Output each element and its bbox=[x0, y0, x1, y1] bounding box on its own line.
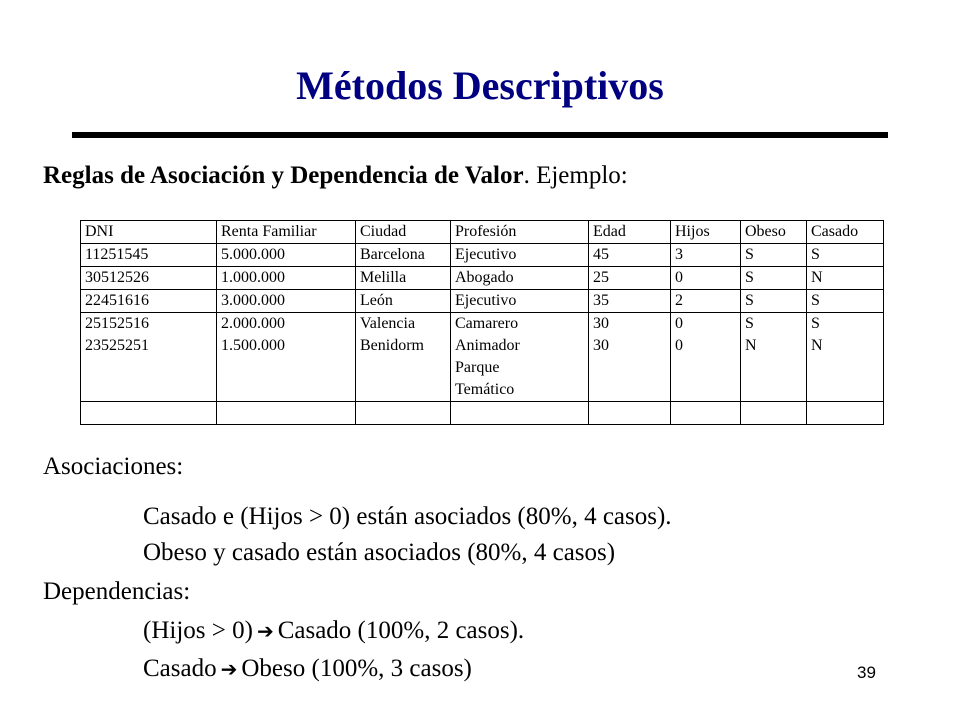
table-cell: Ejecutivo bbox=[451, 290, 589, 313]
table-cell: León bbox=[356, 290, 451, 313]
cell-line: Temático bbox=[455, 381, 515, 398]
cell-line: S bbox=[811, 315, 820, 332]
table-cell bbox=[356, 313, 451, 402]
table-row bbox=[81, 244, 884, 267]
table-cell: 3.000.000 bbox=[217, 290, 356, 313]
table-cell bbox=[671, 402, 741, 425]
cell-line: 0 bbox=[675, 337, 683, 354]
header-cell: Edad bbox=[589, 221, 671, 244]
header-cell: Renta Familiar bbox=[217, 221, 356, 244]
data-table bbox=[80, 220, 884, 425]
table-cell bbox=[807, 402, 884, 425]
dependency-item bbox=[143, 655, 472, 683]
cell-line: Parque bbox=[455, 359, 500, 376]
table-cell bbox=[741, 313, 807, 402]
table-cell: S bbox=[807, 244, 884, 267]
table-cell: S bbox=[807, 290, 884, 313]
cell-line: 23525251 bbox=[85, 337, 149, 354]
header-cell: Casado bbox=[807, 221, 884, 244]
table-cell: 45 bbox=[589, 244, 671, 267]
table-cell: Barcelona bbox=[356, 244, 451, 267]
dependency-item bbox=[143, 617, 524, 645]
table-cell bbox=[807, 313, 884, 402]
subtitle-rest: . Ejemplo: bbox=[523, 162, 628, 189]
table-cell: Melilla bbox=[356, 267, 451, 290]
association-item: Casado e (Hijos > 0) están asociados (80%, 4 casos). bbox=[143, 503, 672, 530]
table-cell bbox=[451, 313, 589, 402]
cell-line: N bbox=[745, 337, 757, 354]
association-item: Obeso y casado están asociados (80%, 4 casos) bbox=[143, 539, 616, 566]
table-cell: 0 bbox=[671, 267, 741, 290]
table-cell bbox=[217, 313, 356, 402]
dependency-right: Obeso (100%, 3 casos) bbox=[241, 655, 472, 682]
table-cell: 5.000.000 bbox=[217, 244, 356, 267]
table-cell: Abogado bbox=[451, 267, 589, 290]
right-arrow-icon: ➔ bbox=[256, 619, 274, 643]
right-arrow-icon: ➔ bbox=[220, 657, 238, 681]
dependency-left: Casado bbox=[143, 655, 217, 682]
header-cell: DNI bbox=[81, 221, 217, 244]
dependencies-heading: Dependencias: bbox=[43, 578, 191, 605]
table-header-row bbox=[81, 221, 884, 244]
table-row bbox=[81, 267, 884, 290]
cell-line: N bbox=[811, 337, 823, 354]
page-number: 39 bbox=[857, 663, 876, 682]
subtitle-bold: Reglas de Asociación y Dependencia de Valor bbox=[43, 162, 524, 189]
table-cell bbox=[81, 402, 217, 425]
header-cell: Profesión bbox=[451, 221, 589, 244]
table-cell: S bbox=[741, 244, 807, 267]
title-divider bbox=[72, 132, 888, 138]
associations-heading: Asociaciones: bbox=[43, 453, 184, 480]
dependency-right: Casado (100%, 2 casos). bbox=[277, 617, 525, 644]
cell-line: 30 bbox=[593, 315, 609, 332]
cell-line: 0 bbox=[675, 315, 683, 332]
table-row bbox=[81, 290, 884, 313]
table-cell: S bbox=[741, 267, 807, 290]
cell-line: 2.000.000 bbox=[221, 315, 285, 332]
table-cell: S bbox=[741, 290, 807, 313]
table-cell: 3 bbox=[671, 244, 741, 267]
slide-title: Métodos Descriptivos bbox=[296, 63, 664, 108]
table-row-merged bbox=[81, 313, 884, 402]
table-cell: N bbox=[807, 267, 884, 290]
cell-line: 1.500.000 bbox=[221, 337, 285, 354]
table-cell bbox=[589, 313, 671, 402]
table-cell bbox=[356, 402, 451, 425]
table-cell: 22451616 bbox=[81, 290, 217, 313]
table-cell: Ejecutivo bbox=[451, 244, 589, 267]
cell-line: Benidorm bbox=[360, 337, 424, 354]
table-cell: 25 bbox=[589, 267, 671, 290]
table-cell bbox=[741, 402, 807, 425]
header-cell: Hijos bbox=[671, 221, 741, 244]
table-cell: 1.000.000 bbox=[217, 267, 356, 290]
header-cell: Obeso bbox=[741, 221, 807, 244]
table-row-empty bbox=[81, 402, 884, 425]
cell-line: Animador bbox=[455, 337, 520, 354]
cell-line: Valencia bbox=[360, 315, 416, 332]
table-cell bbox=[671, 313, 741, 402]
header-cell: Ciudad bbox=[356, 221, 451, 244]
cell-line: Camarero bbox=[455, 315, 519, 332]
table-cell bbox=[589, 402, 671, 425]
table-cell: 30512526 bbox=[81, 267, 217, 290]
table-cell bbox=[217, 402, 356, 425]
slide-subtitle bbox=[43, 162, 628, 190]
dependency-left: (Hijos > 0) bbox=[143, 617, 253, 644]
table-cell bbox=[451, 402, 589, 425]
table-cell: 11251545 bbox=[81, 244, 217, 267]
table-cell bbox=[81, 313, 217, 402]
cell-line: S bbox=[745, 315, 754, 332]
cell-line: 30 bbox=[593, 337, 609, 354]
cell-line: 25152516 bbox=[85, 315, 149, 332]
table-cell: 2 bbox=[671, 290, 741, 313]
table-cell: 35 bbox=[589, 290, 671, 313]
